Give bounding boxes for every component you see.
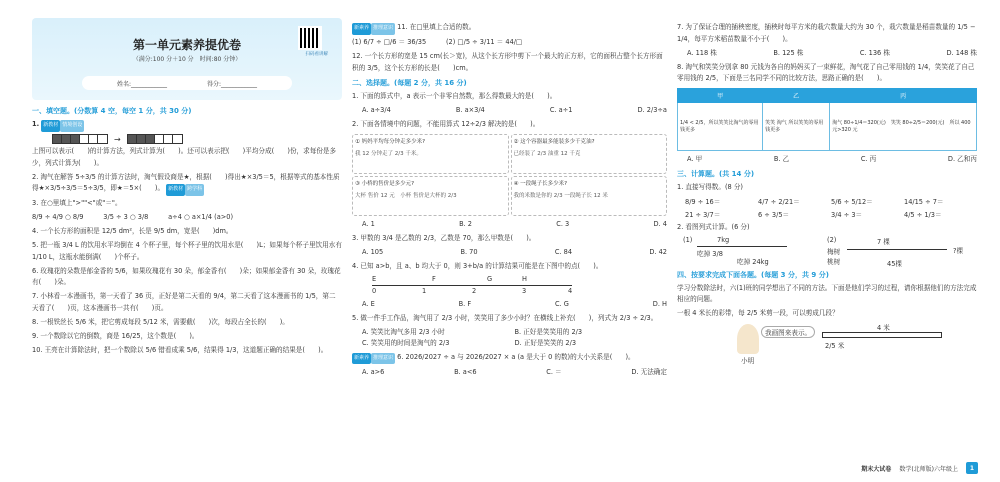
page-title: 第一单元素养提优卷 [132, 38, 241, 52]
mc-options [352, 247, 667, 258]
scenario-caption: 大杯 售价 12 元 小杯 售价是大杯的 2/3 [355, 192, 457, 199]
mc-question-4: 4. 已知 a>b，且 a、b 均大于 0，则 3+b/a 的计算结果可能是在下图中的点( )。 [352, 261, 603, 270]
section-heading: 三、计算题。(共 14 分) [677, 169, 755, 178]
tick-label: 3 [522, 286, 527, 295]
comparison-table [677, 88, 977, 151]
option[interactable]: D. 4 [653, 219, 667, 228]
ribbon-length-label: 4 米 [877, 324, 890, 332]
calc-item: 3/4 ÷ 3＝ [831, 210, 863, 219]
column-left [32, 18, 342, 359]
scenario-figures [352, 134, 667, 216]
question-12: 12. 一个长方形的宽是 15 cm(长＞宽)，从这个长方形中剪下一个最大的正方形，它的面积占整个长方形面积的 3/5，这个长方形的长是( )cm。 [352, 52, 663, 72]
question-2 [32, 172, 342, 196]
mc-options [352, 367, 667, 378]
diagram-label: 7kg [717, 235, 730, 244]
option[interactable]: B. a<6 [454, 367, 477, 376]
option[interactable]: B. 125 株 [773, 48, 804, 57]
scenario-caption: 我 12 分钟走了 2/3 千米。 [355, 150, 422, 157]
ribbon-bar [822, 332, 942, 338]
point-label: G [487, 274, 493, 283]
option[interactable]: D. 正好是笑笑的 2/3 [514, 338, 577, 347]
calc-item: 5/6 ÷ 5/12＝ [831, 197, 873, 206]
calc-item: 21 ÷ 3/7＝ [685, 210, 721, 219]
diagram-label: 吃掉 24kg [737, 257, 769, 266]
tag-badge: 新教材 [166, 184, 185, 196]
calc-item: 6 ÷ 3/5＝ [758, 210, 790, 219]
option[interactable]: C. 丙 [860, 154, 877, 163]
table-cell: 淘气 80÷1/4＝320(元) 笑笑 80÷2/5＝200(元) 所以 400 元>320 元 [830, 102, 977, 150]
diagram-label: 梅树 [827, 247, 841, 256]
option[interactable]: D. 无法确定 [631, 367, 667, 376]
option[interactable]: C. 136 株 [859, 48, 890, 57]
qr-label: 扫码看讲解 [305, 52, 328, 57]
score-label: 得分: [207, 80, 222, 88]
line-diagrams [677, 236, 977, 266]
footer-brand: 期末大试卷 [861, 465, 892, 473]
option[interactable]: A. 105 [362, 247, 384, 256]
ribbon-segment-label: 2/5 米 [825, 342, 845, 350]
mc-options [352, 327, 667, 349]
scenario-2 [511, 134, 668, 174]
name-label: 姓名: [116, 80, 131, 88]
table-header: 甲 [678, 88, 763, 102]
section-heading: 一、填空题。(分数算 4 空，每空 1 分，共 30 分) [32, 107, 192, 115]
title-banner [32, 18, 342, 100]
option[interactable]: A. 笑笑比淘气多用 2/3 小时 [362, 327, 445, 336]
page-subtitle: （满分:100 分＋10 分 时间:80 分钟） [132, 56, 242, 63]
mc-options [677, 154, 977, 165]
option[interactable]: B. 2 [459, 219, 472, 228]
scenario-question: ② 这个容器最多能装多少千克油? [513, 138, 595, 145]
option[interactable]: D. H [652, 299, 667, 308]
option[interactable]: B. a×3/4 [455, 106, 485, 114]
scenario-caption: 已经装了 2/3 油重 12 千克 [513, 150, 581, 157]
ribbon-figure [677, 322, 977, 365]
diagram-label: 桃树 [827, 257, 841, 266]
qr-code-icon[interactable] [298, 26, 322, 50]
mc-question-6 [352, 352, 667, 365]
question-3: 3. 在○里填上">""<"或"＝"。 [32, 199, 122, 207]
tag-badge: 情境创设 [60, 120, 84, 132]
mc-question-8: 8. 淘气和笑笑分别拿 80 元钱为各自的妈妈买了一束鲜花，淘气花了自己零用钱的 1/4，笑笑花了自己零用钱的 2/5，下面是三名同学不同的比较方法，思路正确的是( )。 [677, 62, 975, 82]
scenario-caption: 我的米数是你的 2/3 一段绳子长 12 米 [513, 192, 608, 199]
question-text: 2. 淘气在解答 5÷3/5 的计算方法时，淘气假设商是★，根据( )得出★×3/5＝5，根据等式的基本性质得★×3/5÷3/5＝5÷3/5，即★＝5×( )。 [32, 172, 340, 192]
diagram-label: 吃掉 3/8 [697, 249, 723, 258]
fraction-bar-figure [52, 134, 342, 144]
scenario-4 [511, 176, 668, 216]
table-cell: 笑笑 淘气 所以笑笑的零用钱更多 [763, 102, 830, 150]
option[interactable]: A. a÷3/4 [362, 106, 391, 114]
tick-label: 1 [422, 286, 427, 295]
calc-item: 14/15 ÷ 7＝ [904, 197, 944, 206]
mc-options [352, 105, 667, 116]
option[interactable]: D. 148 株 [946, 48, 977, 57]
question-6: 6. 玫瑰花的朵数是郁金香的 5/6，如果玫瑰花有 30 朵，郁金香有( )朵；如果郁金香有 30 朵，玫瑰花有( )朵。 [32, 266, 341, 286]
mc-question-5: 5. 做一件手工作品，淘气用了 2/3 小时，笑笑用了多少小时？在横线上补充( )，列式为 2/3 ÷ 2/3。 [352, 313, 658, 322]
number-line [372, 275, 572, 297]
scenario-question: ① 妈妈平均每分钟走多少米? [355, 138, 426, 145]
option[interactable]: C. 3 [556, 219, 570, 228]
option[interactable]: B. F [458, 299, 472, 308]
mc-question-1: 1. 下面的算式中，a 表示一个非零自然数，那么得数最大的是( )。 [352, 92, 557, 100]
section-heading: 二、选择题。(每题 2 分，共 16 分) [352, 79, 467, 87]
calc-question-2: 2. 看图列式计算。(6 分) [677, 222, 750, 231]
calc-question-1: 1. 直接写得数。(8 分) [677, 182, 743, 191]
column-right [677, 22, 977, 365]
diagram-label: (1) [683, 235, 693, 244]
table-header: 丙 [830, 88, 977, 102]
question-9: 9. 一个数除以它的倒数，商是 16/25，这个数是( )。 [32, 331, 199, 340]
question-4: 4. 一个长方形的面积是 12/5 dm²，长是 9/5 dm，宽是( )dm。 [32, 227, 233, 235]
mc-question-3: 3. 甲数的 3/4 是乙数的 2/3，乙数是 70，那么甲数是( )。 [352, 233, 536, 242]
diagram-label: 45棵 [887, 259, 902, 268]
tag-badge: 新教材 [41, 120, 60, 132]
question-text: 6. 2026/2027 ÷ a 与 2026/2027 × a (a 是大于 0 的数)的大小关系是( )。 [397, 352, 635, 361]
question-1: 1. 新教材 情境创设 [32, 119, 342, 132]
speech-bubble: 我画图来表示。 [761, 326, 815, 338]
option[interactable]: C. 笑笑用的时间是淘气的 2/3 [362, 338, 450, 347]
tag-badge: 推理意识 [371, 353, 395, 365]
diagram-label: (2) [827, 235, 837, 244]
mc-question-7: 7. 为了保证合理的插秧密度，插秧时每平方米的栽穴数量大约为 30 个，栽穴数量是稻苗数量的 1/5 − 1/4，每平方米稻苗数量不小于( )。 [677, 23, 976, 43]
calc-item: 4/7 ÷ 2/21＝ [758, 197, 800, 206]
option[interactable]: C. ＝ [546, 367, 562, 376]
column-middle [352, 22, 667, 381]
calc-item: 8/9 ÷ 16＝ [685, 197, 721, 206]
calc-grid [677, 196, 977, 222]
option[interactable]: A. 甲 [687, 154, 703, 163]
scenario-question: ④ 一段绳子长多少米? [513, 180, 568, 187]
tick-label: 4 [568, 286, 573, 295]
arrow-right-icon: → [114, 134, 121, 144]
question-11 [352, 22, 667, 35]
question-text: 上图可以表示( )的计算方法，列式计算为( )。还可以表示把( )平均分成( )份，求每份是多少，列式计算为( )。 [32, 147, 337, 167]
option[interactable]: A. 118 株 [687, 48, 717, 57]
option[interactable]: B. 正好是笑笑用的 2/3 [514, 327, 583, 336]
point-label: H [522, 274, 527, 283]
table-header: 乙 [763, 88, 830, 102]
student-name: 小明 [741, 357, 755, 365]
tag-badge: 推理意识 [371, 23, 395, 35]
option[interactable]: B. 乙 [773, 154, 790, 163]
tick-label: 2 [472, 286, 477, 295]
option[interactable]: D. 乙和丙 [947, 154, 977, 163]
footer-subject: 数学(北师版)六年级上 [899, 465, 958, 473]
mc-question-2: 2. 下面各情境中的问题，不能用算式 12÷2/3 解决的是( )。 [352, 120, 540, 128]
option[interactable]: C. a÷1 [549, 106, 573, 114]
option[interactable]: D. 2/3÷a [637, 106, 667, 114]
option[interactable]: B. 70 [460, 247, 478, 256]
option[interactable]: A. a>6 [362, 367, 385, 376]
point-label: F [432, 274, 436, 283]
page-footer [861, 462, 978, 474]
name-score-bar: 姓名:____________ 得分:____________ [82, 76, 292, 90]
option[interactable]: C. 84 [554, 247, 573, 256]
question-5: 5. 把一瓶 3/4 L 的饮用水平均倒在 4 个杯子里，每个杯子里的饮用水是( )L；如果每个杯子里饮用水有 1/10 L，这瓶水能倒满( )个杯子。 [32, 241, 342, 261]
tag-badge: 新素养 [352, 353, 371, 365]
section-heading: 四、按要求完成下面各题。(每题 3 分，共 9 分) [677, 270, 829, 279]
scenario-1 [352, 134, 509, 174]
q4-question: 一根 4 米长的彩带，每 2/5 米剪一段，可以剪成几段？ [677, 309, 839, 317]
question-11-items: (1) 6/7 ÷ □/6 ＝ 36/35 (2) □/5 ÷ 3/11 ＝ 44/□ [352, 38, 523, 46]
mc-options [352, 219, 667, 230]
question-10: 10. 王亮在计算除法时，把一个数除以 5/6 错看成乘 5/6，结果得 1/3，这道题正确的结果是( )。 [32, 345, 328, 354]
scenario-3 [352, 176, 509, 216]
question-3-items: 8/9 ÷ 4/9 ○ 8/9 3/5 ÷ 3 ○ 3/8 a÷4 ○ a×1/4 (a>0) [32, 213, 234, 221]
diagram-label: ?棵 [953, 246, 964, 255]
option[interactable]: A. 1 [362, 219, 375, 228]
student-avatar-icon [737, 324, 759, 354]
tag-badge: 新素养 [352, 23, 371, 35]
q4-intro: 学习分数除法时，六(1)班的同学想出了不同的方法。下面是他们学习的过程，请你根据他们的方法完成相应的问题。 [677, 283, 977, 303]
question-7: 7. 小林看一本漫画书，第一天看了 36 页，正好是第二天看的 9/4，第二天看了这本漫画书的 1/5，第二天看了( )页，这本漫画书一共有( )页。 [32, 292, 336, 312]
table-cell: 1/4 < 2/5，所以笑笑比淘气的零用钱更多 [678, 102, 763, 150]
question-text: 11. 在□里填上合适的数。 [397, 23, 476, 31]
tag-badge: 跨学科 [185, 184, 204, 196]
diagram-label: 7 棵 [877, 237, 890, 246]
option[interactable]: C. G [555, 299, 569, 308]
question-8: 8. 一根铁丝长 5/6 米，把它剪成每段 5/12 米，需要截( )次，每段占全长的( )。 [32, 317, 289, 326]
tick-label: 0 [372, 286, 377, 295]
mc-options [677, 48, 977, 59]
option[interactable]: D. 42 [649, 247, 667, 256]
calc-item: 4/5 ÷ 1/3＝ [904, 210, 942, 219]
scenario-question: ③ 小桥的售价是多少元? [355, 180, 415, 187]
mc-options [352, 299, 667, 310]
option[interactable]: A. E [362, 299, 375, 308]
point-label: E [372, 274, 377, 283]
page-number: 1 [966, 462, 978, 474]
